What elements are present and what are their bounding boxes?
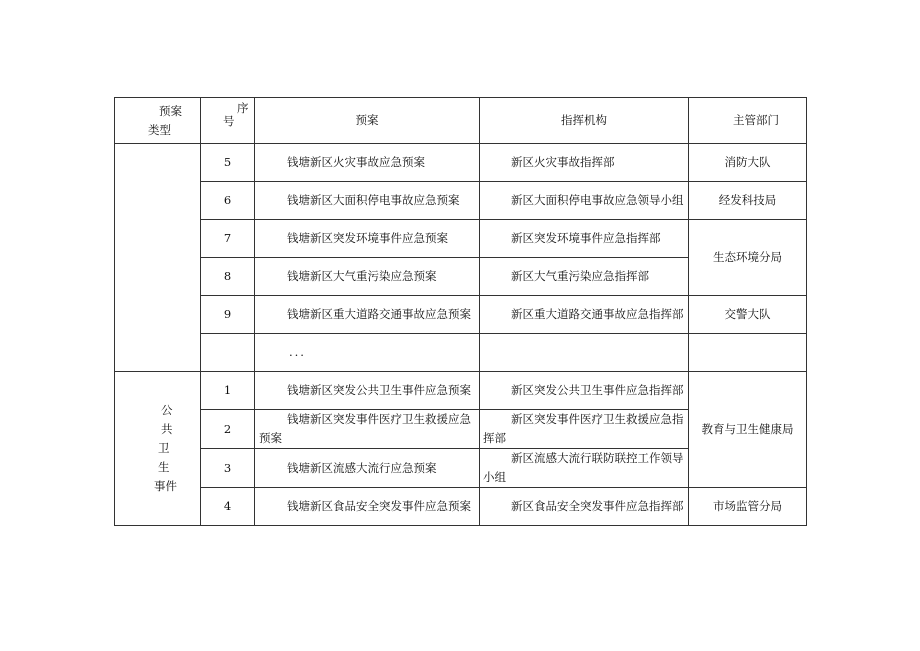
category-public-health <box>115 372 201 526</box>
header-plan-type <box>115 98 201 144</box>
plan-name: 钱塘新区突发环境事件应急预案 <box>255 220 480 258</box>
header-plan-type-line1: 预案 <box>159 103 182 118</box>
row-number-blank <box>201 334 255 372</box>
command-body: 新区火灾事故指挥部 <box>480 144 689 182</box>
header-serial-top: 序 <box>237 101 249 115</box>
command-body: 新区食品安全突发事件应急指挥部 <box>480 488 689 526</box>
plan-name: 钱塘新区食品安全突发事件应急预案 <box>255 488 480 526</box>
table-header-row <box>115 98 807 144</box>
header-plan-type-line2: 类型 <box>148 122 171 137</box>
table-row <box>115 372 807 410</box>
continuation-ellipsis: ... <box>255 334 480 372</box>
plan-name: 钱塘新区突发公共卫生事件应急预案 <box>255 372 480 410</box>
command-body-blank <box>480 334 689 372</box>
row-number: 4 <box>201 488 255 526</box>
table-row <box>115 488 807 526</box>
plan-name: 钱塘新区火灾事故应急预案 <box>255 144 480 182</box>
plan-name: 钱塘新区大面积停电事故应急预案 <box>255 182 480 220</box>
department: 消防大队 <box>689 144 807 182</box>
command-body: 新区重大道路交通事故应急指挥部 <box>480 296 689 334</box>
plan-name: 钱塘新区重大道路交通事故应急预案 <box>255 296 480 334</box>
row-number: 1 <box>201 372 255 410</box>
department: 教育与卫生健康局 <box>689 372 807 488</box>
header-serial-number <box>201 98 255 144</box>
command-body: 新区大气重污染应急指挥部 <box>480 258 689 296</box>
plan-name: 钱塘新区流感大流行应急预案 <box>255 449 480 488</box>
header-department: 主管部门 <box>689 98 807 144</box>
table-row <box>115 220 807 258</box>
department: 生态环境分局 <box>689 220 807 296</box>
category-cell-blank <box>115 144 201 372</box>
table-row <box>115 182 807 220</box>
command-body: 新区突发事件医疗卫生救援应急指挥部 <box>480 410 689 449</box>
row-number: 9 <box>201 296 255 334</box>
category-line3: 事件 <box>154 479 177 493</box>
table-row-continuation <box>115 334 807 372</box>
header-command-body: 指挥机构 <box>480 98 689 144</box>
row-number: 6 <box>201 182 255 220</box>
command-body: 新区突发环境事件应急指挥部 <box>480 220 689 258</box>
department: 经发科技局 <box>689 182 807 220</box>
command-body: 新区大面积停电事故应急领导小组 <box>480 182 689 220</box>
category-line2: 卫生 <box>158 441 188 474</box>
department: 交警大队 <box>689 296 807 334</box>
plan-name: 钱塘新区大气重污染应急预案 <box>255 258 480 296</box>
row-number: 8 <box>201 258 255 296</box>
row-number: 2 <box>201 410 255 449</box>
command-body: 新区流感大流行联防联控工作领导小组 <box>480 449 689 488</box>
header-serial-bottom: 号 <box>223 114 235 128</box>
row-number: 3 <box>201 449 255 488</box>
row-number: 7 <box>201 220 255 258</box>
plan-name: 钱塘新区突发事件医疗卫生救援应急预案 <box>255 410 480 449</box>
department: 市场监管分局 <box>689 488 807 526</box>
category-line1: 公共 <box>161 403 191 436</box>
department-blank <box>689 334 807 372</box>
emergency-plan-table <box>114 97 807 526</box>
command-body: 新区突发公共卫生事件应急指挥部 <box>480 372 689 410</box>
row-number: 5 <box>201 144 255 182</box>
header-plan: 预案 <box>255 98 480 144</box>
table-row <box>115 144 807 182</box>
table-row <box>115 296 807 334</box>
